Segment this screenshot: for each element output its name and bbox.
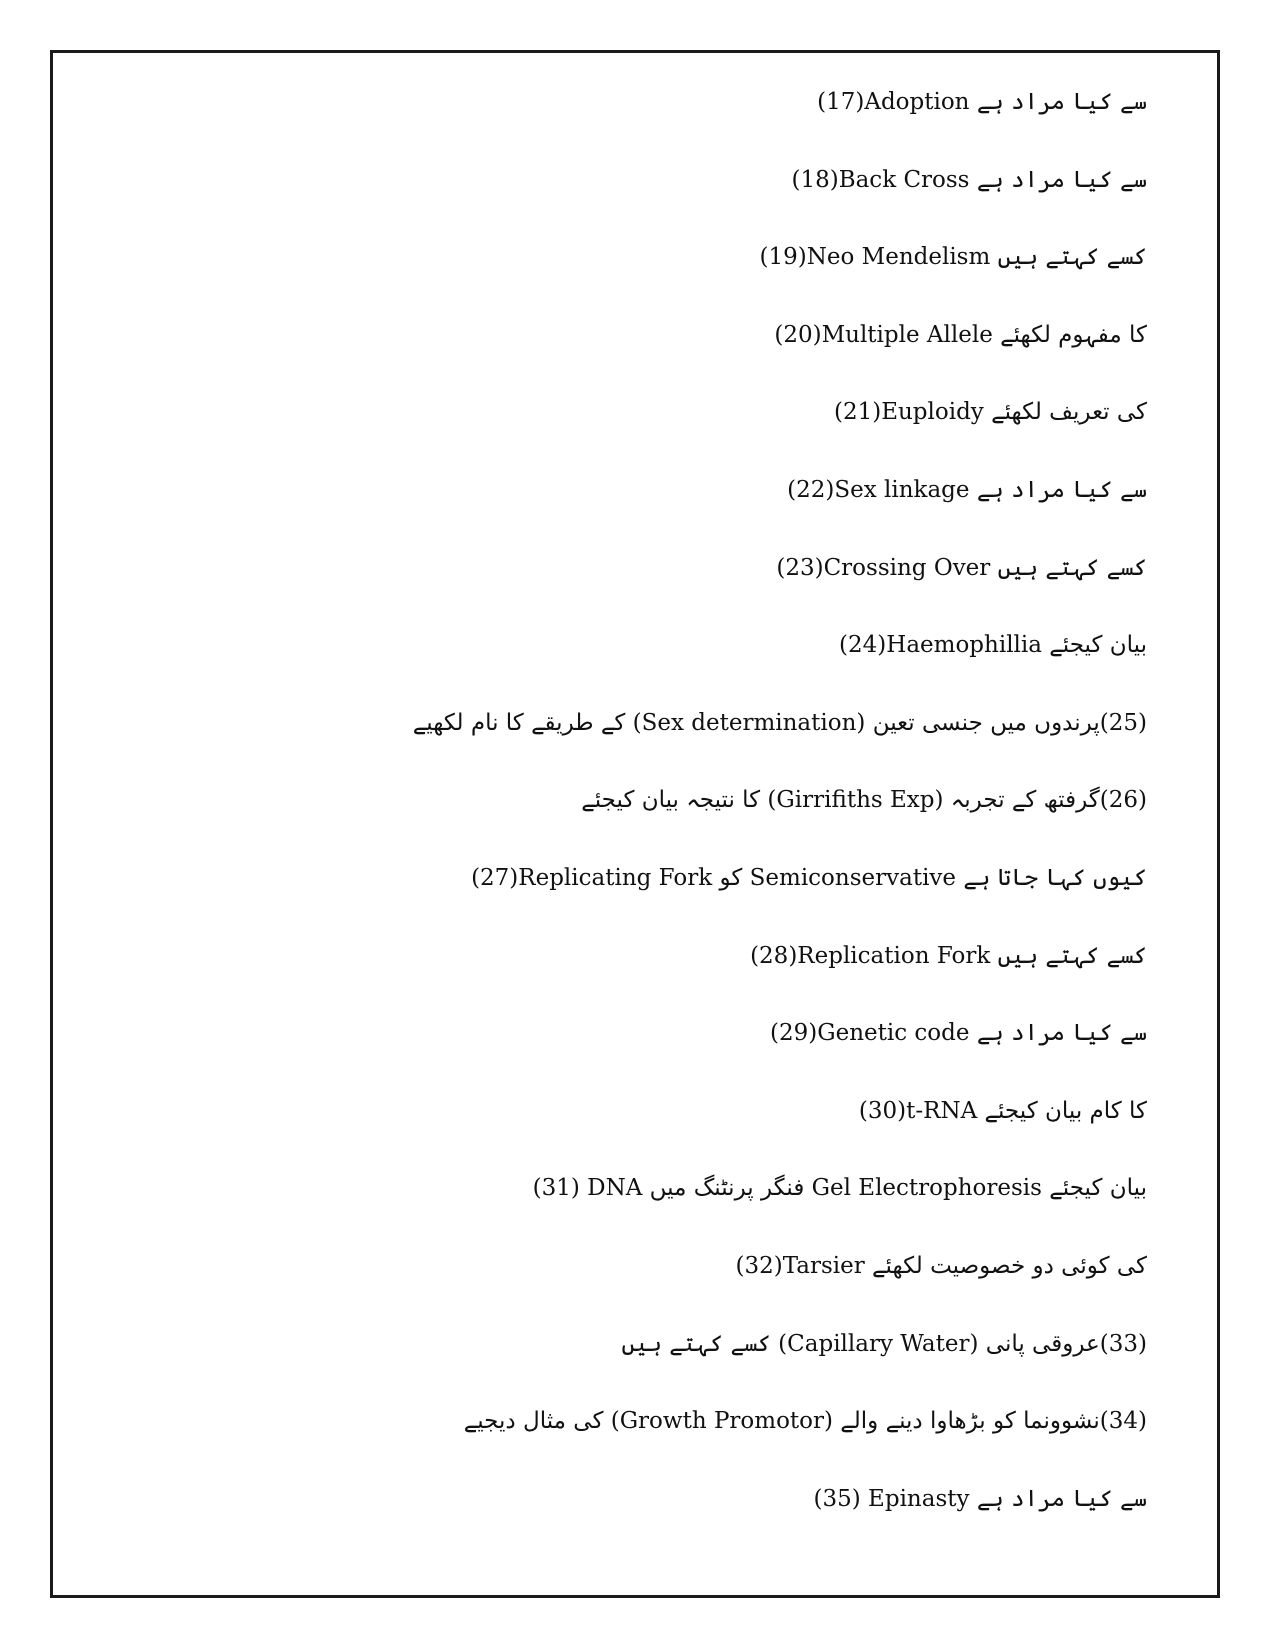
question-21: (21)Euploidy کی تعریف لکھئے [833, 399, 1147, 426]
question-33: (33)عروقی پانی (Capillary Water) کسے کہتے ہیں [621, 1330, 1147, 1357]
question-19: (19)Neo Mendelism کسے کہتے ہیں [759, 244, 1147, 271]
question-17: (17)Adoption سے کیا مراد ہے [817, 89, 1147, 115]
question-30: (30)t-RNA کا کام بیان کیجئے [858, 1097, 1147, 1124]
page-border [50, 50, 1220, 1598]
question-20: (20)Multiple Allele کا مفہوم لکھئے [774, 321, 1147, 348]
question-28: (28)Replication Fork کسے کہتے ہیں [750, 942, 1147, 969]
question-list [107, 91, 1147, 1565]
question-32: (32)Tarsier کی کوئی دو خصوصیت لکھئے [735, 1252, 1147, 1279]
question-31: (31) DNA فنگر پرنٹنگ میں Gel Electrophoresis بیان کیجئے [532, 1175, 1147, 1202]
question-29: (29)Genetic code سے کیا مراد ہے [770, 1020, 1147, 1047]
question-22: (22)Sex linkage سے کیا مراد ہے [787, 476, 1147, 503]
question-18: (18)Back Cross سے کیا مراد ہے [791, 166, 1147, 193]
question-27: (27)Replicating Fork کو Semiconservative کیوں کہا جاتا ہے [471, 864, 1147, 891]
question-34: (34)نشوونما کو بڑھاوا دینے والے (Growth Promotor) کی مثال دیجیے [463, 1408, 1147, 1435]
question-25: (25)پرندوں میں جنسی تعین (Sex determination) کے طریقے کا نام لکھیے [412, 709, 1147, 736]
question-35: (35) Epinasty سے کیا مراد ہے [813, 1485, 1147, 1512]
question-23: (23)Crossing Over کسے کہتے ہیں [776, 554, 1147, 581]
question-26: (26)گرفتھ کے تجربہ (Girrifiths Exp) کا نتیجہ بیان کیجئے [581, 787, 1147, 814]
question-24: (24)Haemophillia بیان کیجئے [839, 632, 1147, 659]
